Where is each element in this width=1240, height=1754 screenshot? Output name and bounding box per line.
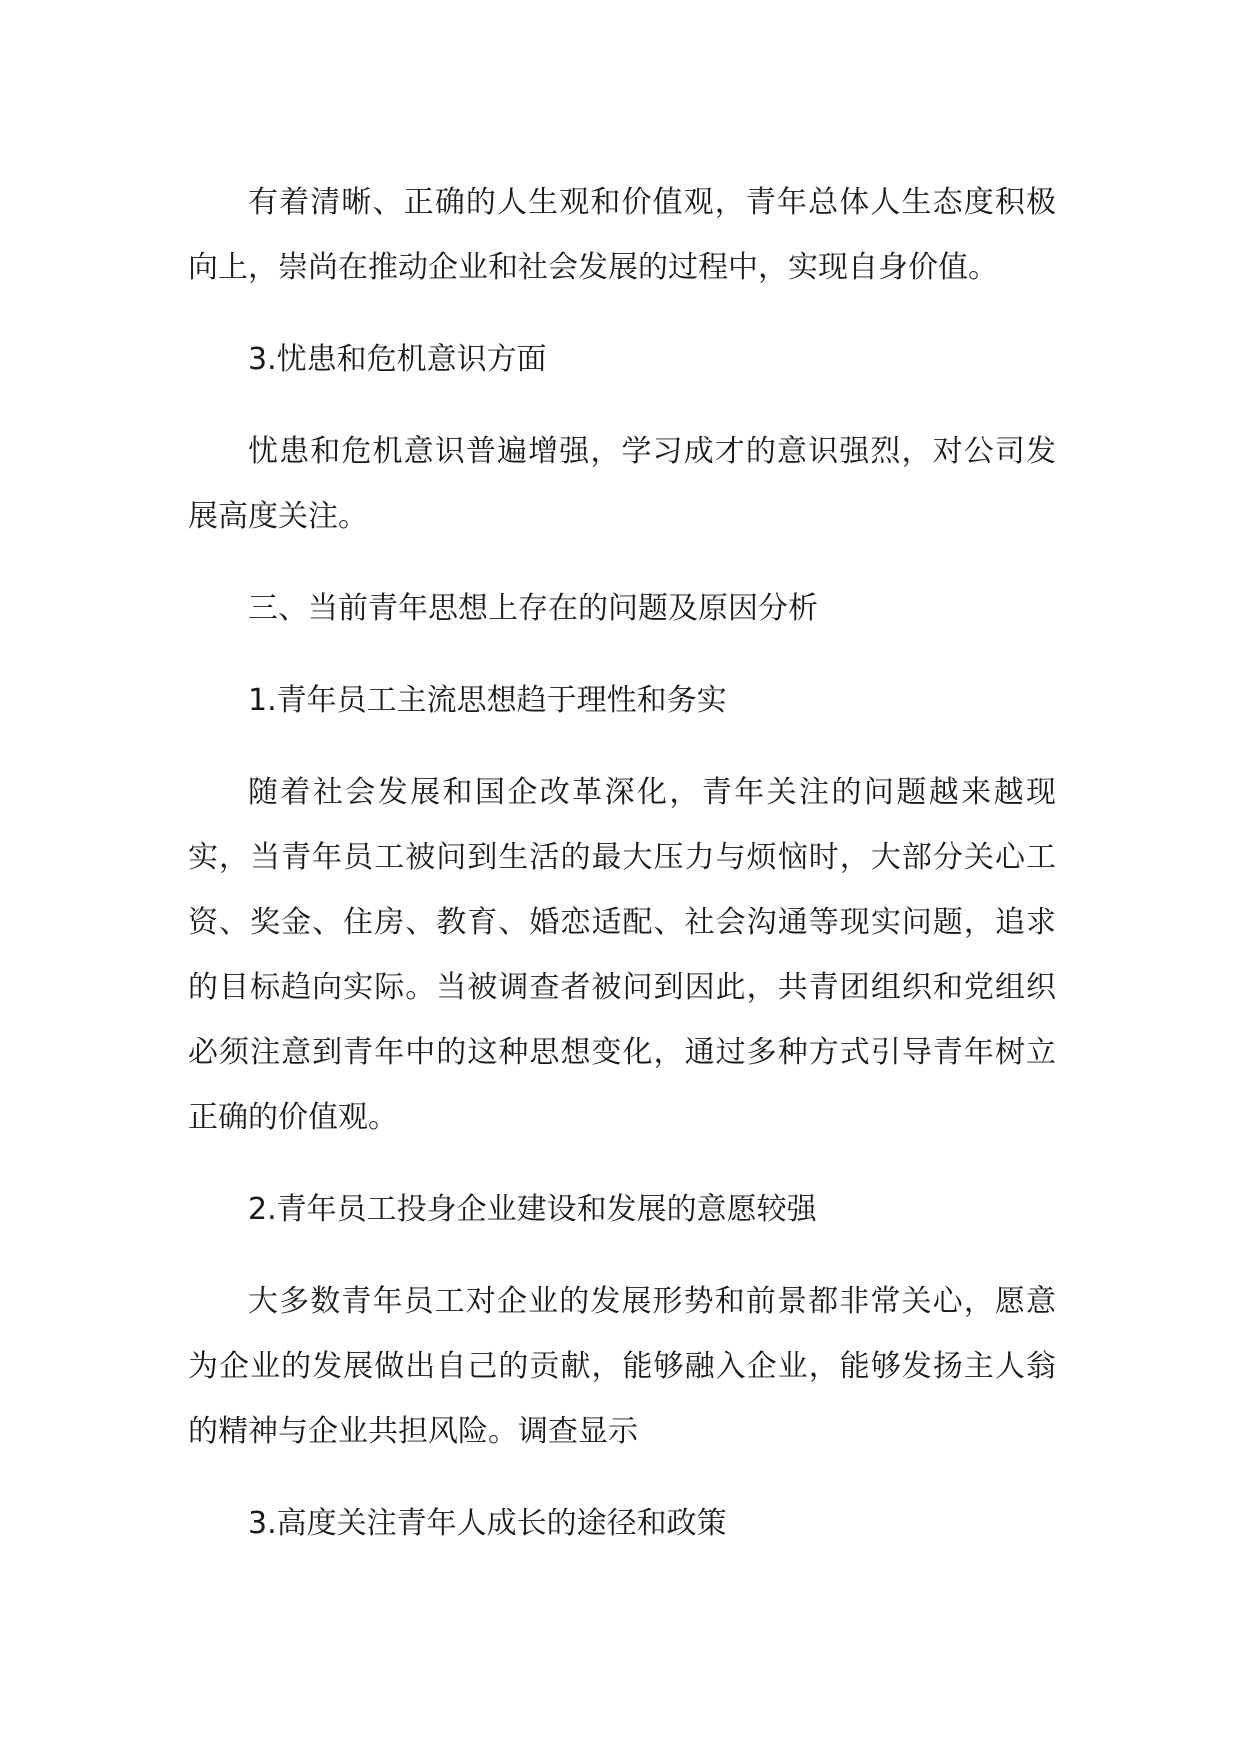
document-page (188, 170, 1056, 1556)
paragraph-willingness: 大多数青年员工对企业的发展形势和前景都非常关心，愿意为企业的发展做出自己的贡献，能够融入企业，能够发扬主人翁的精神与企业共担风险。调查显示 (188, 1284, 1056, 1449)
paragraph-crisis-awareness: 忧患和危机意识普遍增强，学习成才的意识强烈，对公司发展高度关注。 (188, 434, 1056, 534)
paragraph-rational-pragmatic: 随着社会发展和国企改革深化，青年关注的问题越来越现实，当青年员工被问到生活的最大压力与烦恼时，大部分关心工资、奖金、住房、教育、婚恋适配、社会沟通等现实问题，追求的目标趋向实际。当被调查者被问到因此，共青团组织和党组织必须注意到青年中的这种思想变化，通过多种方式引导青年树立正确的价值观。 (188, 775, 1056, 1135)
heading-growth-paths: 3.高度关注青年人成长的途径和政策 (248, 1506, 727, 1541)
heading-section-three: 三、当前青年思想上存在的问题及原因分析 (248, 591, 818, 626)
paragraph-values: 有着清晰、正确的人生观和价值观，青年总体人生态度积极向上，崇尚在推动企业和社会发展的过程中，实现自身价值。 (188, 185, 1056, 285)
heading-rational-pragmatic: 1.青年员工主流思想趋于理性和务实 (248, 683, 727, 718)
heading-crisis-awareness: 3.忧患和危机意识方面 (248, 342, 547, 377)
heading-willingness: 2.青年员工投身企业建设和发展的意愿较强 (248, 1192, 817, 1227)
